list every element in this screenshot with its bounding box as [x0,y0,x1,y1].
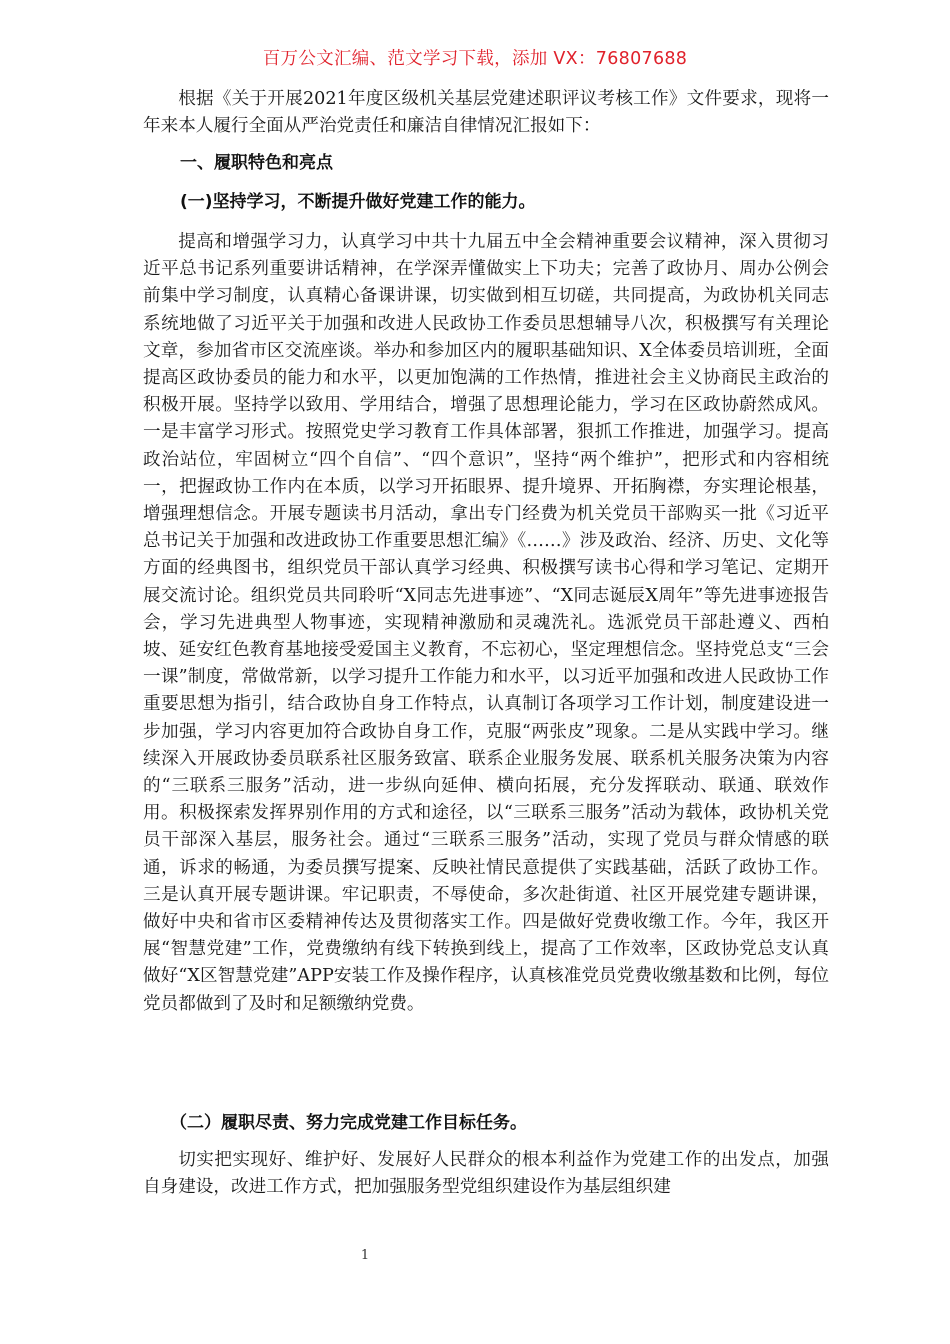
subsection-heading-1: (一)坚持学习，不断提升做好党建工作的能力。 [180,192,536,212]
subsection-2-body [143,1147,829,1201]
watermark-banner: 百万公文汇编、范文学习下载，添加 VX：76807688 [262,49,688,69]
intro-paragraph [143,86,829,140]
page-number: 1 [360,1248,370,1263]
subsection-heading-2: （二）履职尽责、努力完成党建工作目标任务。 [170,1113,527,1133]
subsection-1-body [143,229,829,1018]
section-heading-1: 一、履职特色和亮点 [180,153,333,173]
subsection-2-paragraph: 切实把实现好、维护好、发展好人民群众的根本利益作为党建工作的出发点，加强自身建设，改进工作方式，把加强服务型党组织建设作为基层组织建 [143,1150,829,1198]
subsection-1-paragraph: 提高和增强学习力，认真学习中共十九届五中全会精神重要会议精神，深入贯彻习近平总书记系列重要讲话精神，在学深弄懂做实上下功夫；完善了政协月、周办公例会前集中学习制度，认真精心备课讲课，切实做到相互切磋，共同提高，为政协机关同志系统地做了习近平关于加强和改进人民政协工作委员思想辅导八次，积极撰写有关理论文章，参加省市区交流座谈。举办和参加区内的履职基础知识、X全体委员培训班，全面提高区政协委员的能力和水平，以更加饱满的工作热情，推进社会主义协商民主政治的积极开展。坚持学以致用、学用结合，增强了思想理论能力，学习在区政协蔚然成风。一是丰富学习形式。按照党史学习教育工作具体部署，狠抓工作推进，加强学习。提高政治站位，牢固树立“四个自信”、“四个意识”，坚持“两个维护”，把形式和内容相统一，把握政协工作内在本质，以学习开拓眼界、提升境界、开拓胸襟，夯实理论根基，增强理想信念。开展专题读书月活动，拿出专门经费为机关党员干部购买一批《习近平总书记关于加强和改进政协工作重要思想汇编》《……》涉及政治、经济、历史、文化等方面的经典图书，组织党员干部认真学习经典、积极撰写读书心得和学习笔记、定期开展交流讨论。组织党员共同聆听“X同志先进事迹”、“X同志诞辰X周年”等先进事迹报告会，学习先进典型人物事迹，实现精神激励和灵魂洗礼。选派党员干部赴遵义、西柏坡、延安红色教育基地接受爱国主义教育，不忘初心，坚定理想信念。坚持党总支“三会一课”制度，常做常新，以学习提升工作能力和水平，以习近平加强和改进人民政协工作重要思想为指引，结合政协自身工作特点，认真制订各项学习工作计划，制度建设进一步加强，学习内容更加符合政协自身工作，克服“两张皮”现象。二是从实践中学习。继续深入开展政协委员联系社区服务致富、联系企业服务发展、联系机关服务决策为内容的“三联系三服务”活动，进一步纵向延伸、横向拓展，充分发挥联动、联通、联效作用。积极探索发挥界别作用的方式和途径，以“三联系三服务”活动为载体，政协机关党员干部深入基层，服务社会。通过“三联系三服务”活动，实现了党员与群众情感的联通，诉求的畅通，为委员撰写提案、反映社情民意提供了实践基础，活跃了政协工作。三是认真开展专题讲课。牢记职责，不辱使命，多次赴街道、社区开展党建专题讲课，做好中央和省市区委精神传达及贯彻落实工作。四是做好党费收缴工作。今年，我区开展“智慧党建”工作，党费缴纳有线下转换到线上，提高了工作效率，区政协党总支认真做好“X区智慧党建”APP安装工作及操作程序，认真核准党员党费收缴基数和比例，每位党员都做到了及时和足额缴纳党费。 [143,232,829,1014]
intro-text: 根据《关于开展2021年度区级机关基层党建述职评议考核工作》文件要求，现将一年来本人履行全面从严治党责任和廉洁自律情况汇报如下： [143,89,829,137]
